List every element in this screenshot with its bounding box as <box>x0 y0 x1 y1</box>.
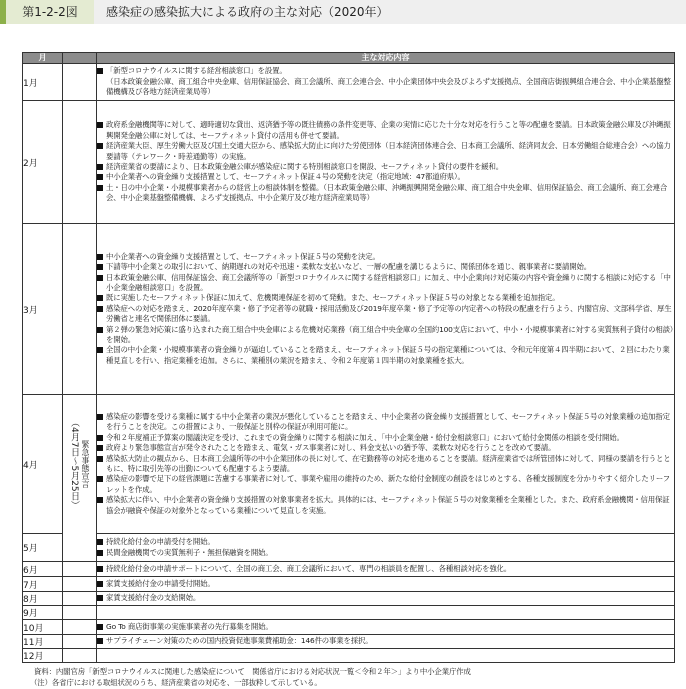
item-text: 感染拡大防止の観点から、日本商工会議所等の中小企業団体の長に対して、在宅勤務等の対応を進めることを要請。経済産業省では所管団体に対して、同様の要請を行うとともに、特に取引先等の出勤についても配慮するよう要請。 <box>106 453 671 473</box>
table-row <box>23 635 675 649</box>
item-text: 既に実施したセーフティネット保証に加えて、危機関連保証を初めて発動。また、セーフティネット保証５号の対象となる業種を追加指定。 <box>106 293 560 303</box>
list-item <box>97 593 674 603</box>
list-item <box>97 172 674 182</box>
square-bullet-icon <box>97 550 103 556</box>
list-item <box>97 66 674 76</box>
month-cell: 10月 <box>23 620 63 635</box>
list-item <box>97 636 674 646</box>
square-bullet-icon <box>97 306 103 312</box>
month-cell: 12月 <box>23 649 63 663</box>
month-cell: 11月 <box>23 635 63 649</box>
extra-cell <box>63 620 97 635</box>
item-text: 政府より緊急事態宣言が発令されたことを踏まえ、電気・ガス事業者に対し、料金支払いの猶予等、柔軟な対応を行うことを改めて要請。 <box>106 443 556 453</box>
list-item <box>97 262 674 272</box>
list-item <box>97 548 674 558</box>
item-text: 全国の中小企業・小規模事業者の資金繰りが逼迫していることを踏まえ、セーフティネット保証５号の指定業種については、令和元年度第４四半期において、２回にわたり業種見直しを行い、指定業種を追加。さらに、業種別の業況を踏まえ、令和２年度第１四半期の対象業種を拡大。 <box>106 345 670 365</box>
content-cell <box>97 620 675 635</box>
content-cell <box>97 577 675 592</box>
month-cell: 3月 <box>23 224 63 395</box>
item-text: 持続化給付金の申請サポートについて、全国の商工会、商工会議所において、専門の相談員を配置し、各種相談対応を強化。 <box>106 563 512 573</box>
extra-cell <box>63 649 97 663</box>
item-text: 政府系金融機関等に対して、適時適切な貸出、返済猶予等の既往債務の条件変更等、企業の実情に応じた十分な対応を行うこと等の配慮を要請。日本政策金融公庫及び沖縄振興開発金融公庫に対しては、セーフティネット貸付の活用も併せて要請。 <box>106 120 671 140</box>
square-bullet-icon <box>97 254 103 260</box>
square-bullet-icon <box>97 68 103 74</box>
table-row <box>23 649 675 663</box>
extra-cell <box>63 606 97 620</box>
list-item <box>97 454 674 475</box>
table-row <box>23 101 675 224</box>
table-row <box>23 64 675 101</box>
content-cell <box>97 534 675 562</box>
month-cell: 9月 <box>23 606 63 620</box>
item-text: 中小企業者への資金繰り支援措置として、セーフティネット保証５号の発動を決定。 <box>106 251 380 261</box>
table-row <box>23 606 675 620</box>
item-text: 感染症への対応を踏まえ、2020年度卒業・修了予定者等の就職・採用活動及び2019年度卒業・修了予定等の内定者への特段の配慮を行うよう、内閣官房、文部科学省、厚生労働省と連名で関係団体に要請。 <box>106 303 672 324</box>
content-cell <box>97 64 675 101</box>
list-item <box>97 273 674 294</box>
item-subtext: （日本政策金融公庫、商工組合中央金庫、信用保証協会、商工会議所、商工会連合会、中小企業団体中央会及びよろず支援拠点、全国商店街振興組合連合会、中小企業基盤整備機構及び各地方経済産業局等） <box>106 76 671 97</box>
item-text: 民間金融機関での実質無利子・無担保融資を開始。 <box>106 547 273 557</box>
item-text: 感染拡大に伴い、中小企業者の資金繰り支援措置の対象事業者を拡大。具体的には、セーフティネット保証５号の対象業種を全業種とした。また、政府系金融機関・信用保証協会が融資や保証の対象外となっている業種について見直しを実施。 <box>106 495 670 515</box>
month-cell: 6月 <box>23 562 63 577</box>
item-text: 日本政策金融公庫、信用保証協会、商工会議所等の「新型コロナウイルスに関する経営相談窓口」に加え、中小企業向け対応策の内容や資金繰りに関する相談に対応する「中小企業金融相談窓口」を設置。 <box>106 272 671 292</box>
square-bullet-icon <box>97 539 103 545</box>
list-item <box>97 579 674 589</box>
figure-title: 感染症の感染拡大による政府の主な対応（2020年） <box>106 5 389 19</box>
table-row <box>23 395 675 534</box>
table-row <box>23 534 675 562</box>
content-cell <box>97 395 675 534</box>
list-item <box>97 495 674 516</box>
extra-cell <box>63 635 97 649</box>
content-cell <box>97 649 675 663</box>
extra-cell <box>63 101 97 224</box>
content-cell <box>97 606 675 620</box>
list-item <box>97 564 674 574</box>
item-text: 家賃支援給付金の申請受付開始。 <box>106 578 215 588</box>
item-text: Go To 商店街事業の実施事業者の先行募集を開始。 <box>106 621 273 631</box>
table-header-row <box>23 53 675 64</box>
square-bullet-icon <box>97 566 103 572</box>
square-bullet-icon <box>97 185 103 191</box>
header-content: 主な対応内容 <box>97 53 675 64</box>
emergency-declaration-cell <box>63 395 97 562</box>
item-text: 経済産業省の要請により、日本政策金融公庫が感染症に関する特別相談窓口を開設、セーフティネット貸付の要件を緩和。 <box>106 162 503 171</box>
month-cell: 1月 <box>23 64 63 101</box>
table-row <box>23 562 675 577</box>
square-bullet-icon <box>97 295 103 301</box>
list-item <box>97 474 674 495</box>
item-text: 感染症の影響で足下の経営課題に苦慮する事業者に対して、事業や雇用の維持のため、新たな給付金制度の創設をはじめとする、各種支援制度を分かりやすく紹介したリーフレットを作成。 <box>106 474 670 494</box>
item-text: 感染症の影響を受ける業種に属する中小企業者の業況が悪化していることを踏まえ、中小企業者の資金繰り支援措置として、セーフティネット保証５号の対象業種の追加指定を行うことを決定。この措置により、一般保証と別枠の保証が利用可能に。 <box>106 411 670 432</box>
square-bullet-icon <box>97 435 103 441</box>
table-row <box>23 577 675 592</box>
square-bullet-icon <box>97 445 103 451</box>
square-bullet-icon <box>97 143 103 149</box>
footnote: （注）各省庁における取組状況のうち、経済産業省の対応を、一部抜粋して示している。 <box>30 678 322 687</box>
list-item <box>97 433 674 443</box>
table-row <box>23 592 675 606</box>
square-bullet-icon <box>97 624 103 630</box>
list-item <box>97 325 674 346</box>
list-item <box>97 304 674 325</box>
emergency-declaration-period: （4月7日〜5月25日） <box>69 418 79 510</box>
month-cell: 8月 <box>23 592 63 606</box>
item-text: 持続化給付金の申請受付を開始。 <box>106 537 215 547</box>
content-cell <box>97 101 675 224</box>
header-extra <box>63 53 97 64</box>
list-item <box>97 412 674 433</box>
extra-cell <box>63 562 97 577</box>
square-bullet-icon <box>97 581 103 587</box>
list-item <box>97 622 674 632</box>
month-cell: 7月 <box>23 577 63 592</box>
content-cell <box>97 635 675 649</box>
item-text: 家賃支援給付金の支給開始。 <box>106 593 201 603</box>
emergency-declaration-label: 緊急事態宣言 <box>81 439 90 488</box>
square-bullet-icon <box>97 174 103 180</box>
extra-cell <box>63 224 97 395</box>
square-bullet-icon <box>97 595 103 601</box>
month-cell: 5月 <box>23 534 63 562</box>
square-bullet-icon <box>97 122 103 128</box>
item-text: 土・日の中小企業・小規模事業者からの経営上の相談体制を整備。（日本政策金融公庫、沖縄振興開発金融公庫、商工組合中央金庫、信用保証協会、商工会議所、商工会連合会、中小企業基盤整備機構、よろず支援拠点、中小企業庁及び地方経済産業局等） <box>106 182 668 203</box>
extra-cell <box>63 577 97 592</box>
square-bullet-icon <box>97 264 103 270</box>
square-bullet-icon <box>97 638 103 644</box>
square-bullet-icon <box>97 327 103 333</box>
item-text: 第２弾の緊急対応策に盛り込まれた商工組合中央金庫による危機対応業務（商工組合中央金庫の全国約100支店において、中小・小規模事業者に対する実質無利子貸付の相談）を開始。 <box>106 324 674 345</box>
figure-title-bar <box>0 0 686 24</box>
header-month: 月 <box>23 53 63 64</box>
list-item <box>97 252 674 262</box>
square-bullet-icon <box>97 476 103 482</box>
list-item <box>97 537 674 547</box>
item-text: 経済産業大臣、厚生労働大臣及び国土交通大臣から、感染拡大防止に向けた労使団体（日本経済団体連合会、日本商工会議所、経済同友会、日本労働組合総連合会）への協力要請等（テレワーク・時差通勤等）の実施。 <box>106 141 671 161</box>
square-bullet-icon <box>97 347 103 353</box>
content-cell <box>97 562 675 577</box>
item-text: サプライチェーン対策のための国内投資促進事業費補助金：146件の事業を採択。 <box>106 636 373 646</box>
month-cell: 4月 <box>23 395 63 534</box>
list-item <box>97 120 674 141</box>
content-cell <box>97 224 675 395</box>
item-text: 「新型コロナウイルスに関する経営相談窓口」を設置。 <box>106 66 287 76</box>
figure-number: 第1-2-2図 <box>6 0 94 24</box>
list-item <box>97 443 674 453</box>
square-bullet-icon <box>97 456 103 462</box>
square-bullet-icon <box>97 164 103 170</box>
square-bullet-icon <box>97 275 103 281</box>
content-cell <box>97 592 675 606</box>
response-table <box>22 52 675 663</box>
list-item <box>97 141 674 162</box>
square-bullet-icon <box>97 414 103 420</box>
table-body <box>23 64 675 663</box>
table-row <box>23 620 675 635</box>
list-item <box>97 293 674 303</box>
source-note: 資料：内閣官房「新型コロナウイルスに関連した感染症について 関係省庁における対応状況一覧＜令和２年＞」より中小企業庁作成 <box>34 667 471 676</box>
extra-cell <box>63 592 97 606</box>
list-item <box>97 183 674 204</box>
item-text: 中小企業者への資金繰り支援措置として、セーフティネット保証４号の発動を決定（指定地域：47都道府県）。 <box>106 172 465 182</box>
extra-cell <box>63 64 97 101</box>
list-item <box>97 162 674 172</box>
square-bullet-icon <box>97 497 103 503</box>
month-cell: 2月 <box>23 101 63 224</box>
table-row <box>23 224 675 395</box>
list-item <box>97 345 674 366</box>
item-text: 令和２年度補正予算案の閣議決定を受け、これまでの資金繰りに関する相談に加え、「中小企業金融・給付金相談窓口」において給付金関係の相談を受付開始。 <box>106 432 624 442</box>
item-text: 下請等中小企業との取引において、納期遅れの対応や迅速・柔軟な支払いなど、一層の配慮を講じるように、関係団体を通じ、親事業者に要請開始。 <box>106 262 591 272</box>
